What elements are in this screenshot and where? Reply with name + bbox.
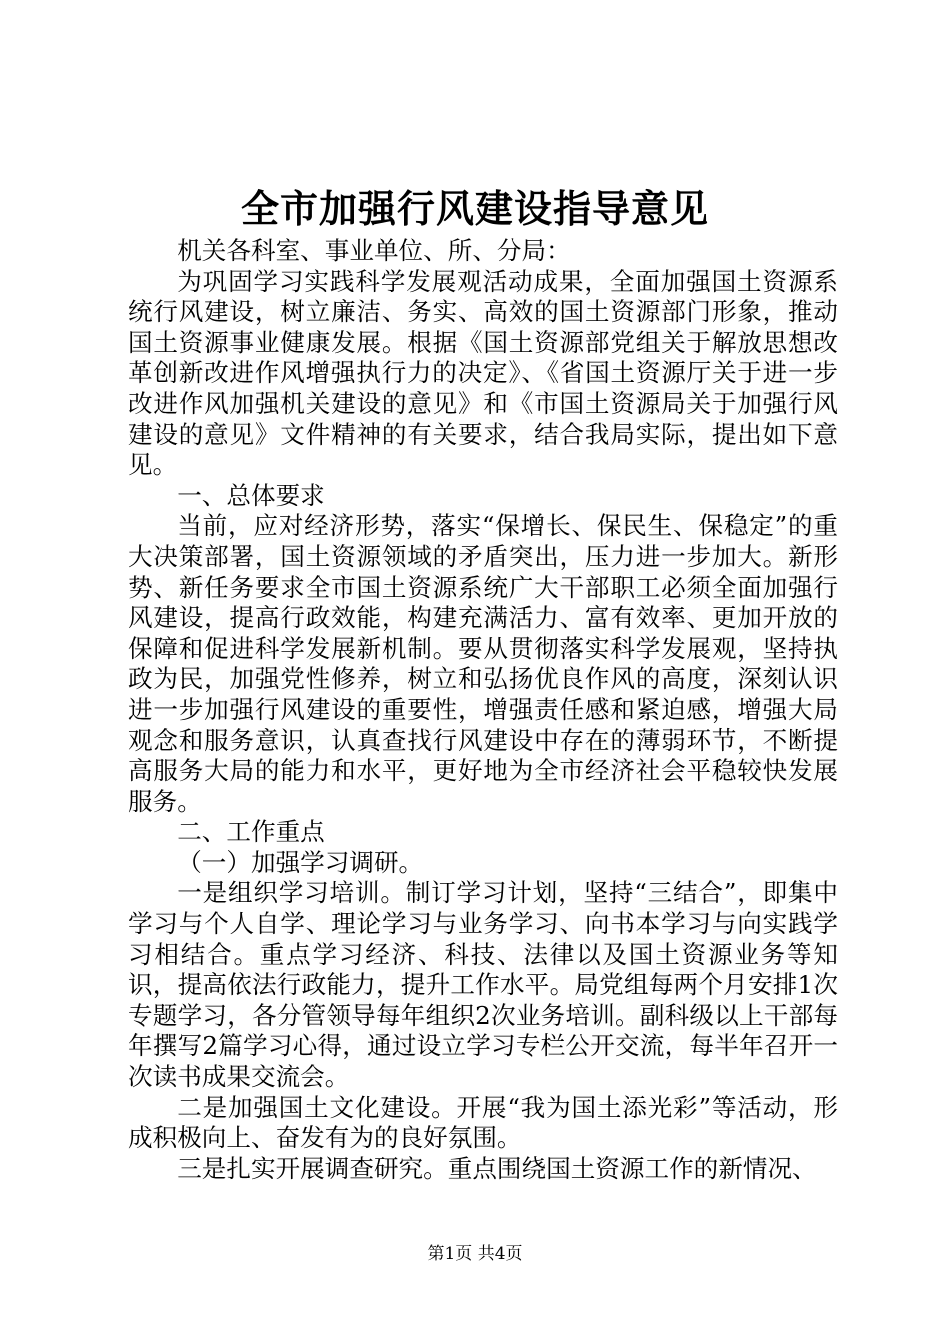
subsection-heading-study: （一）加强学习调研。 (177, 847, 424, 877)
culture-paragraph: 二是加强国土文化建设。开展“我为国土添光彩”等活动，形成积极向上、奋发有为的良好氛围。 (128, 1092, 838, 1153)
salutation-paragraph: 机关各科室、事业单位、所、分局： (177, 236, 571, 265)
section-heading-general: 一、总体要求 (177, 480, 325, 510)
intro-paragraph: 为巩固学习实践科学发展观活动成果，全面加强国土资源系统行风建设，树立廉洁、务实、高效的国土资源部门形象，推动国土资源事业健康发展。根据《国土资源部党组关于解放思想改革创新改进作风增强执行力的决定》、《省国土资源厅关于进一步改进作风加强机关建设的意见》和《市国土资源局关于加强行风建设的意见》文件精神的有关要求，结合我局实际，提出如下意见。 (128, 266, 838, 480)
general-requirements-paragraph: 当前，应对经济形势，落实“保增长、保民生、保稳定”的重大决策部署，国土资源领域的矛盾突出，压力进一步加大。新形势、新任务要求全市国土资源系统广大干部职工必须全面加强行风建设，提高行政效能，构建充满活力、富有效率、更加开放的保障和促进科学发展新机制。要从贯彻落实科学发展观，坚持执政为民，加强党性修养，树立和弘扬优良作风的高度，深刻认识进一步加强行风建设的重要性，增强责任感和紧迫感，增强大局观念和服务意识，认真查找行风建设中存在的薄弱环节，不断提高服务大局的能力和水平，更好地为全市经济社会平稳较快发展服务。 (128, 511, 838, 816)
study-training-paragraph: 一是组织学习培训。制订学习计划，坚持“三结合”，即集中学习与个人自学、理论学习与业务学习、向书本学习与向实践学习相结合。重点学习经济、科技、法律以及国土资源业务等知识，提高依法行政能力，提升工作水平。局党组每两个月安排1次专题学习，各分管领导每年组织2次业务培训。副科级以上干部每年撰写2篇学习心得，通过设立学习专栏公开交流，每半年召开一次读书成果交流会。 (128, 878, 838, 1092)
research-paragraph: 三是扎实开展调查研究。重点围绕国土资源工作的新情况、 (177, 1153, 817, 1183)
document-body (128, 236, 838, 1184)
document-title: 全市加强行风建设指导意见 (240, 186, 709, 231)
page-number-footer: 第1页 共4页 (427, 1244, 523, 1264)
section-heading-focus: 二、工作重点 (177, 817, 325, 847)
